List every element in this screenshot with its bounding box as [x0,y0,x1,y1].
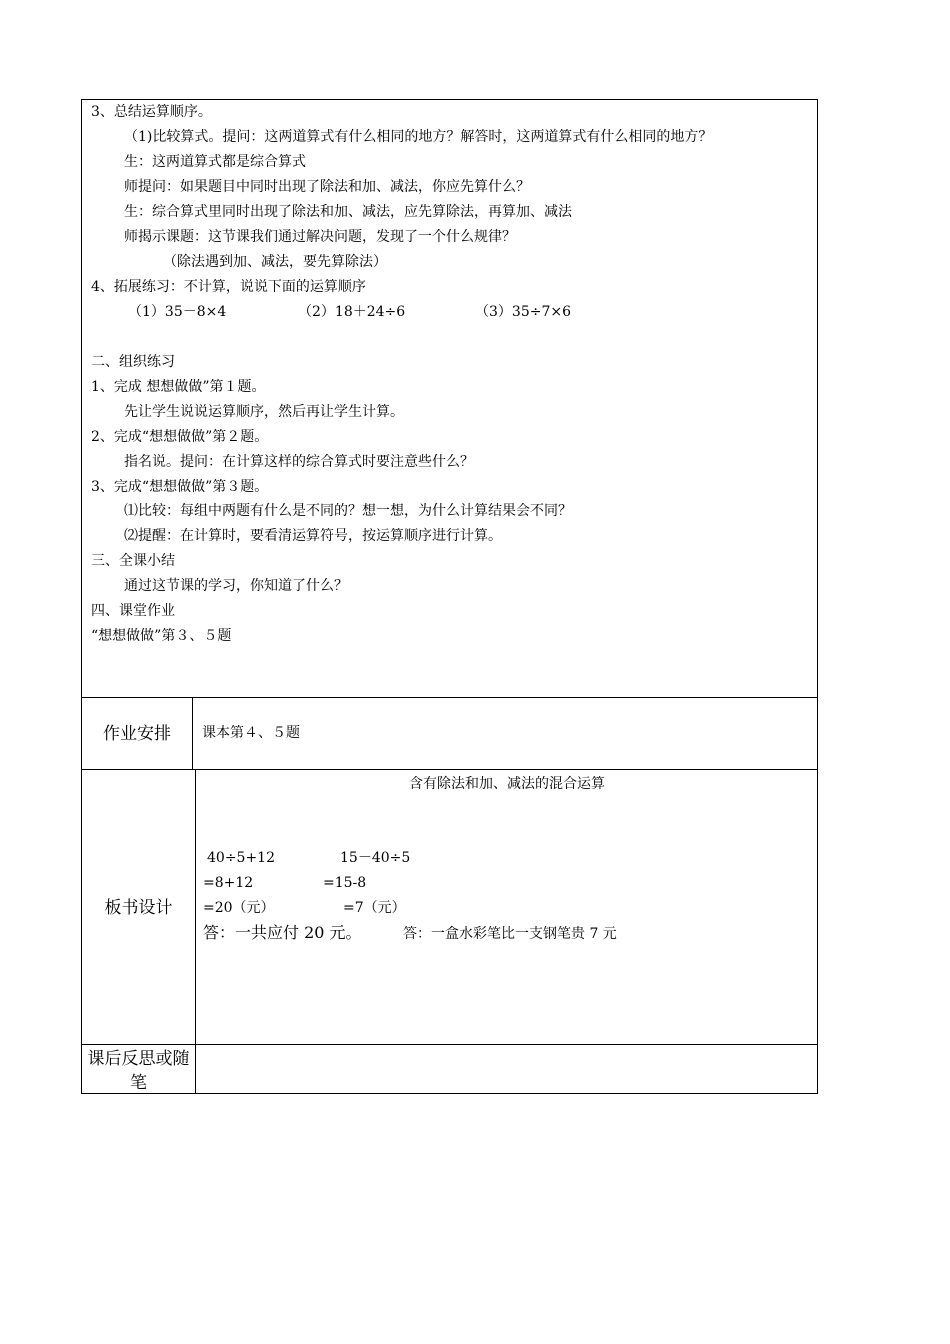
board-left-step: =20（元） [203,900,275,916]
board-answer-right: 答：一盒水彩笔比一支钢笔贵 7 元 [403,926,617,942]
reflection-label: 课后反思或随笔 [87,1049,190,1093]
process-line: ⑵提醒：在计算时，要看清运算符号，按运算顺序进行计算。 [124,528,502,544]
process-line: 生：这两道算式都是综合算式 [124,154,306,170]
homework-content: 课本第４、５题 [202,725,300,741]
section-heading: 二、组织练习 [91,354,175,370]
section-heading: 三、全课小结 [91,553,175,569]
column-divider-homework [192,697,193,770]
board-answer-left: 答：一共应付 20 元。 [203,923,362,942]
process-line: 2、完成“想想做做”第２题。 [91,429,269,445]
process-line: 指名说。提问：在计算这样的综合算式时要注意些什么？ [124,454,474,470]
process-line: 生：综合算式里同时出现了除法和加、减法，应先算除法，再算加、减法 [124,204,572,220]
process-line: 3、总结运算顺序。 [91,104,212,120]
board-right-step: 15－40÷5 [340,850,411,866]
process-line: 1、完成 想想做做”第１题。 [91,379,266,395]
board-title: 含有除法和加、减法的混合运算 [409,776,605,792]
homework-label: 作业安排 [103,724,171,744]
board-left-step: 40÷5+12 [207,850,275,866]
process-line: 3、完成“想想做做”第３题。 [91,479,269,495]
exercise-3: （3）35÷7×6 [475,304,571,320]
board-right-step: =15-8 [323,875,367,891]
process-line: 师揭示课题：这节课我们通过解决问题，发现了一个什么规律？ [124,229,516,245]
process-line: （1)比较算式。提问：这两道算式有什么相同的地方？解答时，这两道算式有什么相同的地方？ [124,129,713,145]
process-line: “想想做做”第３、５题 [91,628,232,644]
board-label: 板书设计 [104,898,173,918]
lesson-table [81,99,818,1094]
process-line: 4、拓展练习：不计算，说说下面的运算顺序 [91,279,366,295]
board-right-step: =7（元） [343,900,406,916]
exercise-1: （1）35－8×4 [128,304,227,320]
process-line: ⑴比较：每组中两题有什么是不同的？想一想，为什么计算结果会不同？ [124,503,572,519]
process-line: 通过这节课的学习，你知道了什么？ [124,578,348,594]
process-line: 先让学生说说运算顺序，然后再让学生计算。 [124,404,404,420]
section-heading: 四、课堂作业 [91,603,175,619]
exercise-2: （2）18＋24÷6 [298,304,406,320]
process-line: （除法遇到加、减法，要先算除法） [163,254,387,270]
process-line: 师提问：如果题目中同时出现了除法和加、减法，你应先算什么？ [124,179,530,195]
divider-reflection-top [81,1044,818,1045]
column-divider-board [195,769,196,1094]
board-left-step: =8+12 [203,875,254,891]
